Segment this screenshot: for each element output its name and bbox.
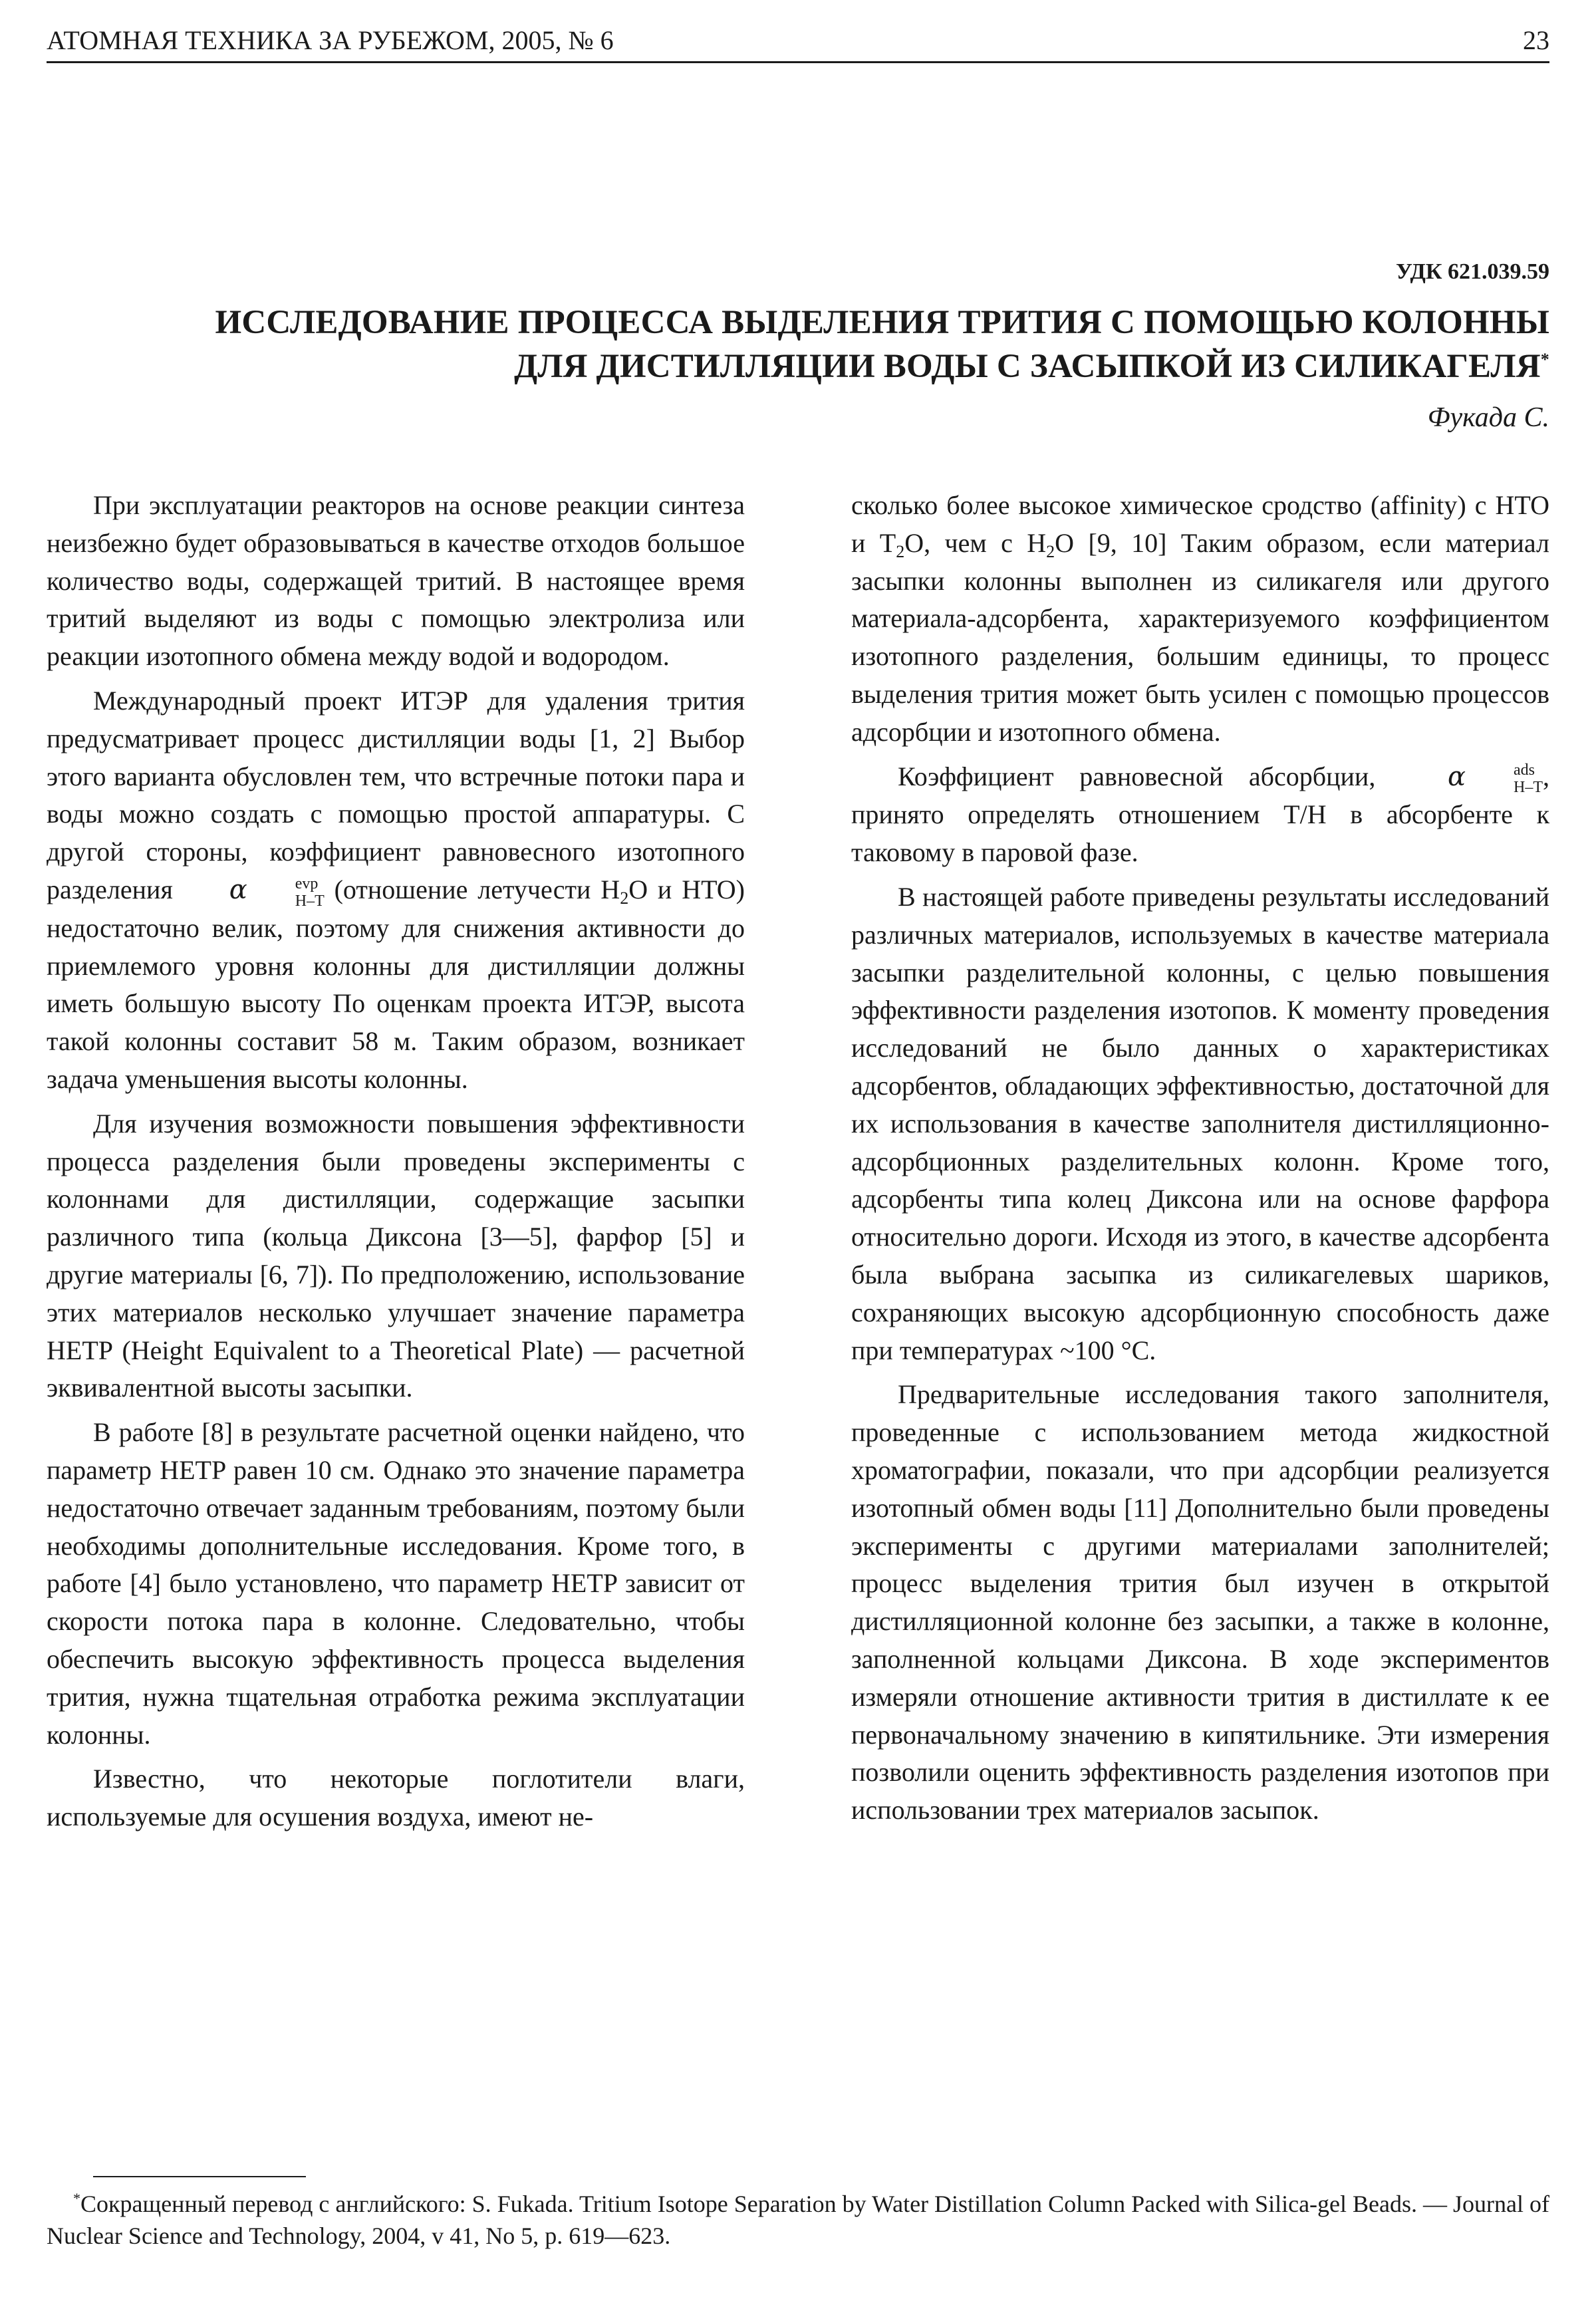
alpha-glyph: α bbox=[229, 874, 247, 905]
footnote-mark: * bbox=[73, 2190, 80, 2207]
footnote bbox=[47, 2188, 1549, 2252]
udk-code: УДК 621.039.59 bbox=[1395, 259, 1549, 284]
t2o-subscript: 2 bbox=[896, 541, 905, 561]
page-number: 23 bbox=[1523, 25, 1549, 55]
right-column bbox=[851, 487, 1549, 1836]
right-paragraph-3: В настоящей работе приведены результаты исследований различных материалов, используемых в качестве материала засыпки разделительной колонны, с целью повышения эффективности разделения изотопов. К моменту проведения исследований не было данных о характеристиках адсорбентов, обладающих эффективностью, достаточной для их использования в качестве заполнителя дистилляционно-адсорбционных разделительных колонн. Кроме того, адсорбенты типа колец Диксона или на основе фарфора относительно дороги. Исходя из этого, в качестве адсорбента была выбрана засыпка из силикагелевых шариков, сохраняющих высокую адсорбционную способность даже при температурах ~100 °C. bbox=[851, 881, 1549, 1365]
footnote-divider bbox=[93, 2176, 306, 2177]
left-paragraph-2 bbox=[47, 682, 745, 1099]
article-author: Фукада С. bbox=[1427, 402, 1549, 433]
footnote-text: Сокращенный перевод с английского: S. Fukada. Tritium Isotope Separation by Water Distillation Column Packed with Silica-gel Beads. — Journal of Nuclear Science and Technology, 2004, v 41, No 5, p. 619—623. bbox=[47, 2191, 1549, 2249]
right-p2-part-a: Коэффициент равновесной абсорбции, bbox=[898, 761, 1376, 791]
right-p1-part-c: O [9, 10] Таким образом, если материал засыпки колонны выполнен из силикагеля или другого материала-адсорбента, характеризуемого коэффициентом изотопного разделения, большим единицы, то процесс выделения трития может быть усилен с помощью процессов адсорбции и изотопного обмена. bbox=[851, 527, 1550, 747]
left-p2-part-b: (отношение летучести H bbox=[334, 874, 620, 904]
ht-subscript-ads: H–T bbox=[1514, 779, 1543, 797]
running-header bbox=[47, 20, 1549, 63]
left-p2-part-c: O и HTO) недостаточно велик, поэтому для снижения активности до приемлемого уровня колонны для дистилляции должны иметь большую высоту По оценкам проекта ИТЭР, высота такой колонны составит 58 м. Таким образом, возникает задача уменьшения высоты колонны. bbox=[47, 874, 745, 1094]
left-paragraph-3: Для изучения возможности повышения эффективности процесса разделения были проведены эксперименты с колоннами для дистилляции, содержащие засыпки различного типа (кольца Диксона [3—5], фарфор [5] и другие материалы [6, 7]). По предположению, использование этих материалов несколько улучшает значение параметра HETP (Height Equivalent to a Theoretical Plate) — расчетной эквивалентной высоты засыпки. bbox=[47, 1108, 745, 1403]
alpha-glyph-ads: α bbox=[1447, 761, 1466, 792]
ht-subscript: H–T bbox=[295, 892, 325, 910]
left-paragraph-1: При эксплуатации реакторов на основе реакции синтеза неизбежно будет образовываться в качестве отходов большое количество воды, содержащей тритий. В настоящее время тритий выделяют из воды с помощью электролиза или реакции изотопного обмена между водой и водородом. bbox=[47, 490, 745, 672]
right-p1-part-a: сколько более высокое химическое сродство (affinity) с HTO и T bbox=[851, 490, 1549, 558]
alpha-ads-symbol bbox=[1401, 758, 1543, 797]
article-title bbox=[133, 301, 1549, 388]
h2o-subscript: 2 bbox=[620, 888, 629, 908]
title-footnote-mark: * bbox=[1540, 350, 1549, 369]
ads-superscript: ads bbox=[1514, 761, 1535, 779]
evp-superscript: evp bbox=[295, 875, 319, 892]
right-p1-part-b: O, чем с H bbox=[904, 527, 1047, 558]
journal-title: АТОМНАЯ ТЕХНИКА ЗА РУБЕЖОМ, 2005, № 6 bbox=[47, 25, 614, 55]
left-paragraph-5: Известно, что некоторые поглотители влаги, используемые для осушения воздуха, имеют не- bbox=[47, 1764, 745, 1832]
title-line-2-text: ДЛЯ ДИСТИЛЛЯЦИИ ВОДЫ С ЗАСЫПКОЙ ИЗ СИЛИКАГЕЛЯ bbox=[514, 348, 1541, 385]
alpha-ads-indices bbox=[1467, 761, 1543, 796]
right-paragraph-4: Предварительные исследования такого заполнителя, проведенные с использованием метода жидкостной хроматографии, показали, что при адсорбции реализуется изотопный обмен воды [11] Дополнительно были проведены эксперименты с другими материалами заполнителей; процесс выделения трития был изучен в открытой дистилляционной колонне без засыпки, а также в колонне, заполненной кольцами Диксона. В ходе экспериментов измеряли отношение активности трития в дистиллате к ее первоначальному значению в кипятильнике. Эти измерения позволили оценить эффективность разделения изотопов при использовании трех материалов засыпок. bbox=[851, 1379, 1549, 1826]
h2o-subscript-right: 2 bbox=[1046, 541, 1055, 561]
title-line-2 bbox=[133, 344, 1549, 388]
left-column bbox=[47, 487, 745, 1843]
right-paragraph-2 bbox=[851, 758, 1549, 872]
left-paragraph-4: В работе [8] в результате расчетной оценки найдено, что параметр HETP равен 10 см. Однако это значение параметра недостаточно отвечает заданным требованиям, поэтому были необходимы дополнительные исследования. Кроме того, в работе [4] было установлено, что параметр HETP зависит от скорости потока пара в колонне. Следовательно, чтобы обеспечить высокую эффективность процесса выделения трития, нужна тщательная отработка режима эксплуатации колонны. bbox=[47, 1417, 745, 1750]
alpha-evp-indices bbox=[249, 875, 325, 910]
alpha-evp-symbol bbox=[183, 871, 325, 910]
left-p2-part-a: Международный проект ИТЭР для удаления трития предусматривает процесс дистилляции воды [1, 2] Выбор этого варианта обусловлен тем, что встречные потоки пара и воды можно создать с помощью простой аппаратуры. С другой стороны, коэффициент равновесного изотопного разделения bbox=[47, 685, 745, 904]
right-p2-part-b: , принято определять отношением T/H в абсорбенте к таковому в паровой фазе. bbox=[851, 761, 1549, 868]
title-line-1: ИССЛЕДОВАНИЕ ПРОЦЕССА ВЫДЕЛЕНИЯ ТРИТИЯ С ПОМОЩЬЮ КОЛОННЫ bbox=[215, 304, 1549, 341]
right-paragraph-1 bbox=[851, 487, 1549, 751]
